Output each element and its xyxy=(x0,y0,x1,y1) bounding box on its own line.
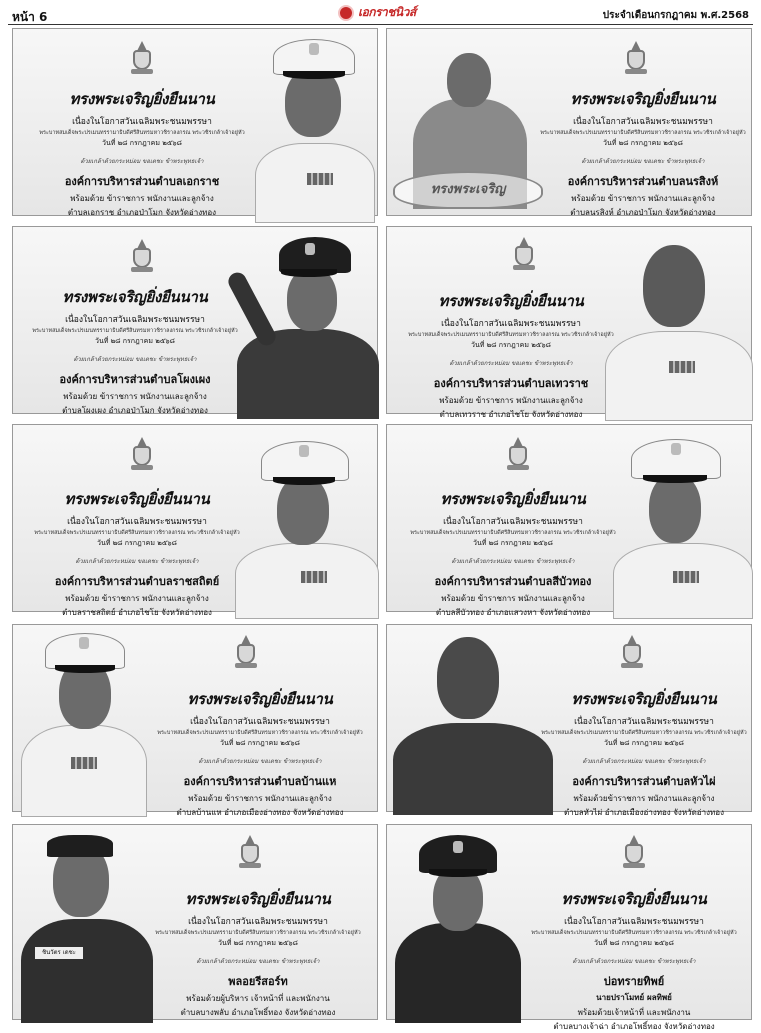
royal-emblem-icon xyxy=(131,41,153,75)
staff-text: พร้อมด้วย ข้าราชการ พนักงานและลูกจ้าง xyxy=(441,594,585,603)
date-text: วันที่ ๒๘ กรกฎาคม ๒๕๖๘ xyxy=(471,341,551,349)
address-text: ตำบลบางเจ้าฉ่า อำเภอโพธิ์ทอง จังหวัดอ่างทอง xyxy=(553,1022,715,1031)
royal-emblem-icon xyxy=(513,237,535,271)
royal-emblem-icon xyxy=(239,835,261,869)
staff-text: พร้อมด้วยผู้บริหาร เจ้าหน้าที่ และพนักงาน xyxy=(186,994,330,1003)
name-tag: ชินวัตร เดชะ xyxy=(35,947,83,959)
date-text: วันที่ ๒๘ กรกฎาคม ๒๕๖๘ xyxy=(95,337,175,345)
ad-card xyxy=(386,28,752,216)
ad-title: ทรงพระเจริญยิ่งยืนนาน xyxy=(561,890,707,908)
header-divider xyxy=(8,24,753,25)
royal-name: พระบาทสมเด็จพระปรเมนทรรามาธิบดีศรีสินทรมหาวชิราลงกรณ พระวชิรเกล้าเจ้าอยู่หัว xyxy=(531,930,737,936)
royal-emblem-icon xyxy=(623,835,645,869)
royal-name: พระบาทสมเด็จพระปรเมนทรรามาธิบดีศรีสินทรมหาวชิราลงกรณ พระวชิรเกล้าเจ้าอยู่หัว xyxy=(408,332,614,338)
portrait-image xyxy=(17,629,149,811)
occasion-text: เนื่องในโอกาสวันเฉลิมพระชนมพรรษา xyxy=(188,917,328,927)
royal-emblem-icon xyxy=(621,635,643,669)
address-text: ตำบลโผงเผง อำเภอป่าโมก จังหวัดอ่างทอง xyxy=(62,406,208,415)
org-name: องค์การบริหารส่วนตำบลหัวไผ่ xyxy=(572,775,716,788)
ad-title: ทรงพระเจริญยิ่งยืนนาน xyxy=(570,90,716,108)
ad-card xyxy=(386,226,752,419)
occasion-text: เนื่องในโอกาสวันเฉลิมพระชนมพรรษา xyxy=(72,117,212,127)
ad-card xyxy=(386,624,752,817)
address-text: ตำบลบ้านแห อำเภอเมืองอ่างทอง จังหวัดอ่างทอง xyxy=(176,808,344,817)
address-text: ตำบลนรสิงห์ อำเภอป่าโมก จังหวัดอ่างทอง xyxy=(570,208,716,217)
masthead-logo xyxy=(338,2,428,24)
date-text: วันที่ ๒๘ กรกฎาคม ๒๕๖๘ xyxy=(97,539,177,547)
ad-text xyxy=(17,285,253,417)
ad-text xyxy=(391,487,635,619)
address-text: ตำบลเทวราช อำเภอไชโย จังหวัดอ่างทอง xyxy=(439,410,583,419)
address-text: ตำบลราชสถิตย์ อำเภอไชโย จังหวัดอ่างทอง xyxy=(62,608,212,617)
ornament-text: ทรงพระเจริญ xyxy=(430,182,506,197)
staff-text: พร้อมด้วย ข้าราชการ พนักงานและลูกจ้าง xyxy=(571,194,715,203)
staff-text: พร้อมด้วยข้าราชการ พนักงานและลูกจ้าง xyxy=(573,794,715,803)
ad-title: ทรงพระเจริญยิ่งยืนนาน xyxy=(185,890,331,908)
royal-name: พระบาทสมเด็จพระปรเมนทรรามาธิบดีศรีสินทรมหาวชิราลงกรณ พระวชิรเกล้าเจ้าอยู่หัว xyxy=(410,530,616,536)
ad-title: ทรงพระเจริญยิ่งยืนนาน xyxy=(187,690,333,708)
pledge-text: ด้วยเกล้าด้วยกระหม่อม ขอเดชะ ข้าพระพุทธเจ้า xyxy=(581,158,705,165)
org-name: องค์การบริหารส่วนตำบลราชสถิตย์ xyxy=(54,575,220,588)
address-text: ตำบลบางพลับ อำเภอโพธิ์ทอง จังหวัดอ่างทอง xyxy=(180,1008,336,1017)
ad-card xyxy=(12,624,378,817)
date-text: วันที่ ๒๘ กรกฎาคม ๒๕๖๘ xyxy=(220,739,300,747)
pledge-text: ด้วยเกล้าด้วยกระหม่อม ขอเดชะ ข้าพระพุทธเจ้า xyxy=(582,758,706,765)
ad-title: ทรงพระเจริญยิ่งยืนนาน xyxy=(69,90,215,108)
issue-date: ประจำเดือนกรกฎาคม พ.ศ.2568 xyxy=(602,10,749,21)
occasion-text: เนื่องในโอกาสวันเฉลิมพระชนมพรรษา xyxy=(67,517,207,527)
pledge-text: ด้วยเกล้าด้วยกระหม่อม ขอเดชะ ข้าพระพุทธเจ้า xyxy=(80,158,204,165)
ad-title: ทรงพระเจริญยิ่งยืนนาน xyxy=(62,288,208,306)
portrait-image xyxy=(251,33,379,215)
org-name: องค์การบริหารส่วนตำบลเอกราช xyxy=(64,175,220,188)
ad-title: ทรงพระเจริญยิ่งยืนนาน xyxy=(438,292,584,310)
staff-text: พร้อมด้วย ข้าราชการ พนักงานและลูกจ้าง xyxy=(65,594,209,603)
royal-name: พระบาทสมเด็จพระปรเมนทรรามาธิบดีศรีสินทรมหาวชิราลงกรณ พระวชิรเกล้าเจ้าอยู่หัว xyxy=(157,730,363,736)
royal-name: พระบาทสมเด็จพระปรเมนทรรามาธิบดีศรีสินทรมหาวชิราลงกรณ พระวชิรเกล้าเจ้าอยู่หัว xyxy=(540,130,746,136)
date-text: วันที่ ๒๘ กรกฎาคม ๒๕๖๘ xyxy=(594,939,674,947)
page-number: หน้า 6 xyxy=(12,10,48,24)
royal-emblem-icon xyxy=(131,437,153,471)
occasion-text: เนื่องในโอกาสวันเฉลิมพระชนมพรรษา xyxy=(443,517,583,527)
royal-name: พระบาทสมเด็จพระปรเมนทรรามาธิบดีศรีสินทรมหาวชิราลงกรณ พระวชิรเกล้าเจ้าอยู่หัว xyxy=(32,328,238,334)
date-text: วันที่ ๒๘ กรกฎาคม ๒๕๖๘ xyxy=(603,139,683,147)
staff-text: พร้อมด้วย ข้าราชการ พนักงานและลูกจ้าง xyxy=(63,392,207,401)
org-name: องค์การบริหารส่วนตำบลบ้านแห xyxy=(183,775,337,788)
ad-title: ทรงพระเจริญยิ่งยืนนาน xyxy=(440,490,586,508)
royal-emblem-icon xyxy=(131,239,153,273)
ad-card xyxy=(12,28,378,216)
ad-title: ทรงพระเจริญยิ่งยืนนาน xyxy=(64,490,210,508)
ad-card xyxy=(12,226,378,414)
date-text: วันที่ ๒๘ กรกฎาคม ๒๕๖๘ xyxy=(218,939,298,947)
pledge-text: ด้วยเกล้าด้วยกระหม่อม ขอเดชะ ข้าพระพุทธเจ้า xyxy=(196,958,320,965)
ad-card xyxy=(12,424,378,617)
royal-name: พระบาทสมเด็จพระปรเมนทรรามาธิบดีศรีสินทรมหาวชิราลงกรณ พระวชิรเกล้าเจ้าอยู่หัว xyxy=(155,930,361,936)
org-name: องค์การบริหารส่วนตำบลเทวราช xyxy=(433,377,589,390)
royal-emblem-icon xyxy=(235,635,257,669)
pledge-text: ด้วยเกล้าด้วยกระหม่อม ขอเดชะ ข้าพระพุทธเจ้า xyxy=(451,558,575,565)
ad-card xyxy=(386,424,752,617)
masthead-title: เอกราชนิวส์ xyxy=(358,5,416,19)
ad-card xyxy=(12,824,378,1020)
staff-text: พร้อมด้วยเจ้าหน้าที่ และพนักงาน xyxy=(577,1008,691,1017)
ad-card xyxy=(386,824,752,1031)
portrait-image xyxy=(391,627,555,811)
ad-title: ทรงพระเจริญยิ่งยืนนาน xyxy=(571,690,717,708)
ad-text xyxy=(139,887,377,1019)
occasion-text: เนื่องในโอกาสวันเฉลิมพระชนมพรรษา xyxy=(564,917,704,927)
ad-text xyxy=(17,487,257,619)
occasion-text: เนื่องในโอกาสวันเฉลิมพระชนมพรรษา xyxy=(190,717,330,727)
owner-name: นายปราโมทย์ ผลทิพย์ xyxy=(596,993,672,1002)
org-name: บ่อทรายทิพย์ xyxy=(603,975,665,988)
date-text: วันที่ ๒๘ กรกฎาคม ๒๕๖๘ xyxy=(102,139,182,147)
address-text: ตำบลสีบัวทอง อำเภอแสวงหา จังหวัดอ่างทอง xyxy=(435,608,591,617)
pledge-text: ด้วยเกล้าด้วยกระหม่อม ขอเดชะ ข้าพระพุทธเจ้า xyxy=(198,758,322,765)
royal-emblem-icon xyxy=(507,437,529,471)
org-name: องค์การบริหารส่วนตำบลโผงเผง xyxy=(59,373,211,386)
royal-name: พระบาทสมเด็จพระปรเมนทรรามาธิบดีศรีสินทรมหาวชิราลงกรณ พระวชิรเกล้าเจ้าอยู่หัว xyxy=(34,530,240,536)
occasion-text: เนื่องในโอกาสวันเฉลิมพระชนมพรรษา xyxy=(441,319,581,329)
occasion-text: เนื่องในโอกาสวันเฉลิมพระชนมพรรษา xyxy=(573,117,713,127)
staff-text: พร้อมด้วย ข้าราชการ พนักงานและลูกจ้าง xyxy=(188,794,332,803)
ad-text xyxy=(17,87,267,219)
ad-text xyxy=(517,887,751,1033)
pledge-text: ด้วยเกล้าด้วยกระหม่อม ขอเดชะ ข้าพระพุทธเจ้า xyxy=(73,356,197,363)
masthead-emblem-icon xyxy=(338,5,354,21)
date-text: วันที่ ๒๘ กรกฎาคม ๒๕๖๘ xyxy=(473,539,553,547)
address-text: ตำบลเอกราช อำเภอป่าโมก จังหวัดอ่างทอง xyxy=(67,208,217,217)
org-name: องค์การบริหารส่วนตำบลสีบัวทอง xyxy=(434,575,592,588)
address-text: ตำบลหัวไผ่ อำเภอเมืองอ่างทอง จังหวัดอ่างทอง xyxy=(564,808,724,817)
page-header xyxy=(0,0,761,26)
royal-name: พระบาทสมเด็จพระปรเมนทรรามาธิบดีศรีสินทรมหาวชิราลงกรณ พระวชิรเกล้าเจ้าอยู่หัว xyxy=(39,130,245,136)
pledge-text: ด้วยเกล้าด้วยกระหม่อม ขอเดชะ ข้าพระพุทธเจ้า xyxy=(572,958,696,965)
org-name: พลอยรีสอร์ท xyxy=(228,975,288,988)
royal-emblem-icon xyxy=(625,41,647,75)
pledge-text: ด้วยเกล้าด้วยกระหม่อม ขอเดชะ ข้าพระพุทธเจ้า xyxy=(449,360,573,367)
date-text: วันที่ ๒๘ กรกฎาคม ๒๕๖๘ xyxy=(604,739,684,747)
portrait-image xyxy=(17,829,157,1019)
pledge-text: ด้วยเกล้าด้วยกระหม่อม ขอเดชะ ข้าพระพุทธเจ้า xyxy=(75,558,199,565)
ad-text xyxy=(537,87,749,219)
portrait-image xyxy=(393,829,523,1019)
staff-text: พร้อมด้วย ข้าราชการ พนักงานและลูกจ้าง xyxy=(439,396,583,405)
staff-text: พร้อมด้วย ข้าราชการ พนักงานและลูกจ้าง xyxy=(70,194,214,203)
occasion-text: เนื่องในโอกาสวันเฉลิมพระชนมพรรษา xyxy=(65,315,205,325)
ad-text xyxy=(537,687,751,819)
org-name: องค์การบริหารส่วนตำบลนรสิงห์ xyxy=(567,175,719,188)
occasion-text: เนื่องในโอกาสวันเฉลิมพระชนมพรรษา xyxy=(574,717,714,727)
ornament-banner xyxy=(393,171,543,209)
royal-name: พระบาทสมเด็จพระปรเมนทรรามาธิบดีศรีสินทรมหาวชิราลงกรณ พระวชิรเกล้าเจ้าอยู่หัว xyxy=(541,730,747,736)
ad-text xyxy=(391,289,631,421)
ad-text xyxy=(143,687,377,819)
